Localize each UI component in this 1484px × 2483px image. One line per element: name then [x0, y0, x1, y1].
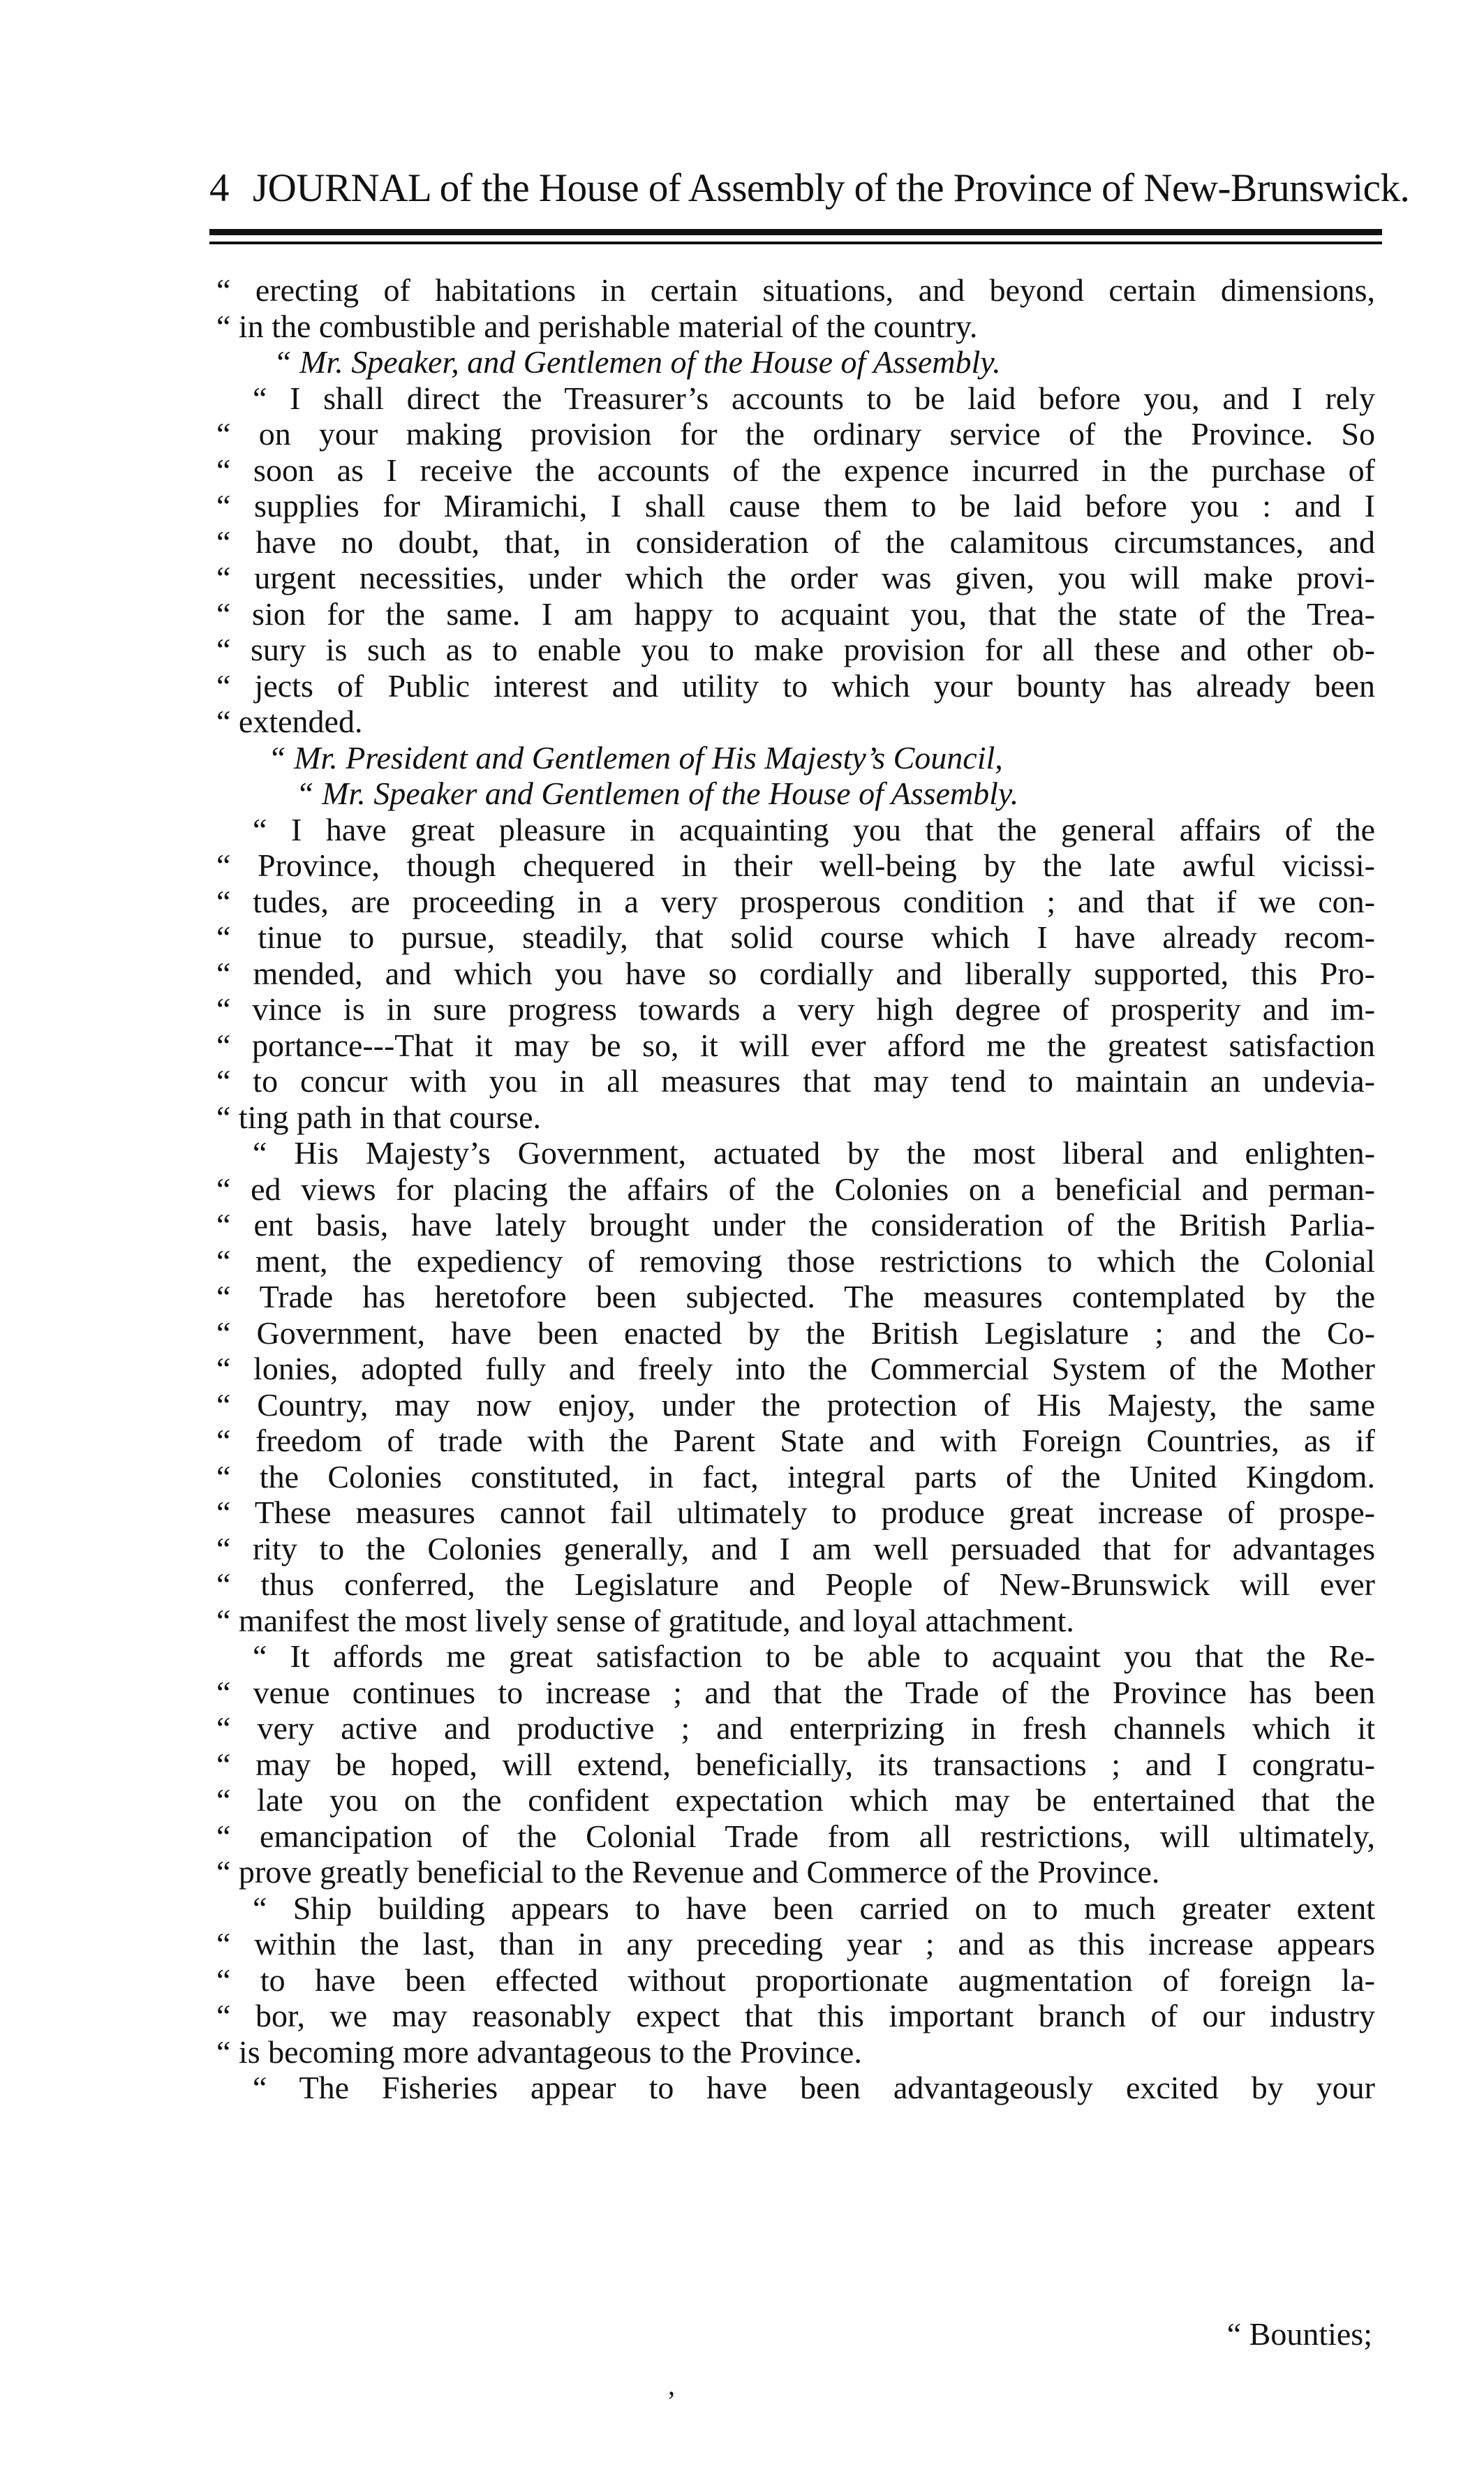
header-rule-thick — [209, 229, 1382, 235]
text-line: “ erecting of habitations in certain situations, and beyond certain dimensions, — [216, 272, 1375, 308]
text-line: “ late you on the confident expectation which may be entertained that the — [216, 1782, 1375, 1818]
text-line: “ the Colonies constituted, in fact, integral parts of the United Kingdom. — [216, 1458, 1375, 1495]
text-line: “ sury is such as to enable you to make provision for all these and other ob- — [216, 632, 1375, 667]
text-line: “ very active and productive ; and enterprizing in fresh channels which it — [216, 1710, 1375, 1746]
text-line: “ Ship building appears to have been carried on to much greater extent — [253, 1890, 1375, 1926]
footer-mark: ’ — [667, 2385, 676, 2417]
text-line: “ I have great pleasure in acquainting you that the general affairs of the — [253, 811, 1375, 847]
text-line: “ in the combustible and perishable material of the country. — [216, 308, 978, 344]
text-line: “ extended. — [216, 704, 363, 739]
header-rule-thin — [209, 242, 1382, 244]
address-line: “ Mr. Speaker and Gentlemen of the House of Assembly. — [296, 776, 1019, 811]
text-line: “ bor, we may reasonably expect that this important branch of our industry — [216, 1998, 1375, 2033]
text-line: “ These measures cannot fail ultimately to produce great increase of prospe- — [216, 1495, 1375, 1530]
text-line: “ ed views for placing the affairs of the Colonies on a beneficial and perman- — [216, 1171, 1375, 1207]
text-line: “ tudes, are proceeding in a very prosperous condition ; and that if we con- — [216, 883, 1375, 919]
text-line: “ tinue to pursue, steadily, that solid course which I have already recom- — [216, 919, 1375, 955]
text-line: “ vince is in sure progress towards a very high degree of prosperity and im- — [216, 991, 1375, 1027]
address-line: “ Mr. President and Gentlemen of His Majesty’s Council, — [268, 739, 1003, 776]
text-line: “ lonies, adopted fully and freely into the Commercial System of the Mother — [216, 1351, 1375, 1386]
address-line: “ Mr. Speaker, and Gentlemen of the House of Assembly. — [274, 344, 1001, 380]
text-line: “ thus conferred, the Legislature and People of New-Brunswick will ever — [216, 1566, 1375, 1602]
text-line: “ portance---That it may be so, it will ever afford me the greatest satisfaction — [216, 1027, 1375, 1063]
page-number: 4 — [209, 166, 229, 210]
text-line: “ ment, the expediency of removing those restrictions to which the Colonial — [216, 1243, 1375, 1279]
text-line: “ is becoming more advantageous to the Province. — [216, 2033, 862, 2070]
text-line: “ supplies for Miramichi, I shall cause them to be laid before you : and I — [216, 488, 1375, 524]
text-line: “ Country, may now enjoy, under the protection of His Majesty, the same — [216, 1386, 1375, 1423]
running-title: JOURNAL of the House of Assembly of the Province of New-Brunswick. — [253, 166, 1410, 210]
text-line: “ ting path in that course. — [216, 1099, 541, 1135]
text-line: “ The Fisheries appear to have been advantageously excited by your — [253, 2070, 1375, 2105]
text-line: “ manifest the most lively sense of gratitude, and loyal attachment. — [216, 1602, 1074, 1638]
text-line: “ emancipation of the Colonial Trade from all restrictions, will ultimately, — [216, 1818, 1375, 1854]
text-line: “ soon as I receive the accounts of the expence incurred in the purchase of — [216, 452, 1375, 488]
text-line: “ It affords me great satisfaction to be able to acquaint you that the Re- — [253, 1638, 1375, 1674]
text-line: “ Province, though chequered in their well-being by the late awful vicissi- — [216, 847, 1375, 883]
text-line: “ venue continues to increase ; and that the Trade of the Province has been — [216, 1674, 1375, 1710]
catchword: “ Bounties; — [1226, 2316, 1372, 2352]
text-line: “ Government, have been enacted by the British Legislature ; and the Co- — [216, 1314, 1375, 1351]
text-line: “ have no doubt, that, in consideration of the calamitous circumstances, and — [216, 524, 1375, 560]
text-line: “ to have been effected without proportionate augmentation of foreign la- — [216, 1962, 1375, 1998]
text-line: “ jects of Public interest and utility to which your bounty has already been — [216, 667, 1375, 704]
text-line: “ His Majesty’s Government, actuated by the most liberal and enlighten- — [253, 1135, 1375, 1171]
text-line: “ freedom of trade with the Parent State and with Foreign Countries, as if — [216, 1423, 1375, 1458]
text-line: “ mended, and which you have so cordially and liberally supported, this Pro- — [216, 955, 1375, 991]
text-line: “ on your making provision for the ordinary service of the Province. So — [216, 416, 1375, 452]
text-line: “ to concur with you in all measures that may tend to maintain an undevia- — [216, 1063, 1375, 1099]
text-line: “ I shall direct the Treasurer’s accounts to be laid before you, and I rely — [253, 380, 1375, 416]
text-line: “ urgent necessities, under which the order was given, you will make provi- — [216, 560, 1375, 595]
body-text — [216, 272, 1375, 2106]
text-line: “ prove greatly beneficial to the Revenue and Commerce of the Province. — [216, 1854, 1160, 1890]
text-line: “ Trade has heretofore been subjected. The measures contemplated by the — [216, 1279, 1375, 1314]
text-line: “ may be hoped, will extend, beneficially, its transactions ; and I congratu- — [216, 1746, 1375, 1782]
text-line: “ within the last, than in any preceding year ; and as this increase appears — [216, 1926, 1375, 1962]
running-head — [209, 166, 1410, 210]
text-line: “ ent basis, have lately brought under the consideration of the British Parlia- — [216, 1207, 1375, 1243]
text-line: “ rity to the Colonies generally, and I am well persuaded that for advantages — [216, 1530, 1375, 1566]
text-line: “ sion for the same. I am happy to acquaint you, that the state of the Trea- — [216, 595, 1375, 632]
